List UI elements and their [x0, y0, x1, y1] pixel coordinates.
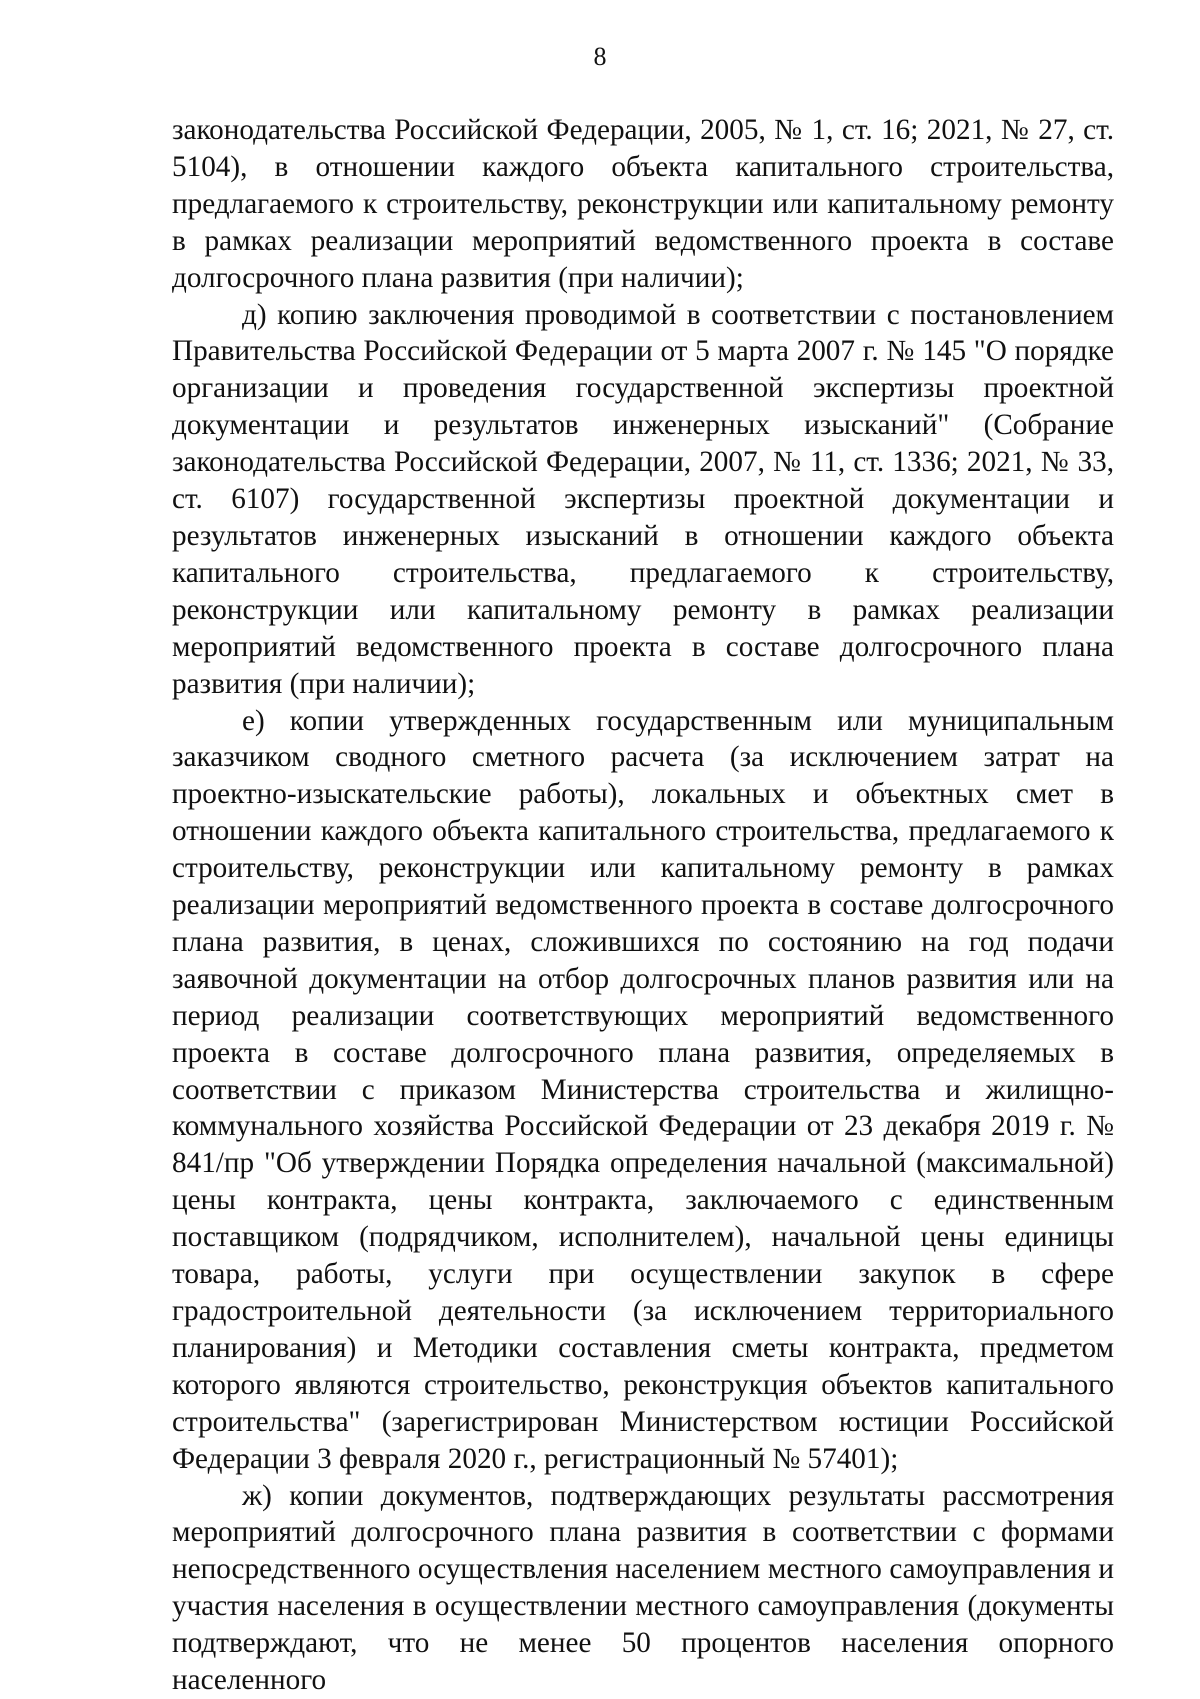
paragraph-item-d: д) копию заключения проводимой в соответствии с постановлением Правительства Российской Федерации от 5 марта 2007 г. № 145 "О порядке организации и проведения государственной экспертизы проектной документации и результатов инженерных изысканий" (Собрание законодательства Российской Федерации, 2007, № 11, ст. 1336; 2021, № 33, ст. 6107) государственной экспертизы проектной документации и результатов инженерных изысканий в отношении каждого объекта капитального строительства, предлагаемого к строительству, реконструкции или капитальному ремонту в рамках реализации мероприятий ведомственного проекта в составе долгосрочного плана развития (при наличии);	[172, 298, 1114, 700]
paragraph-continuation: законодательства Российской Федерации, 2005, № 1, ст. 16; 2021, № 27, ст. 5104), в отношении каждого объекта капитального строительства, предлагаемого к строительству, реконструкции или капитальному ремонту в рамках реализации мероприятий ведомственного проекта в составе долгосрочного плана развития (при наличии);	[172, 114, 1114, 294]
paragraph-item-e: е) копии утвержденных государственным или муниципальным заказчиком сводного сметного расчета (за исключением затрат на проектно-изыскательские работы), локальных и объектных смет в отношении каждого объекта капитального строительства, предлагаемого к строительству, реконструкции или капитальному ремонту в рамках реализации мероприятий ведомственного проекта в составе долгосрочного плана развития, в ценах, сложившихся по состоянию на год подачи заявочной документации на отбор долгосрочных планов развития или на период реализации соответствующих мероприятий ведомственного проекта в составе долгосрочного плана развития, определяемых в соответствии с приказом Министерства строительства и жилищно-коммунального хозяйства Российской Федерации от 23 декабря 2019 г. № 841/пр "Об утверждении Порядка определения начальной (максимальной) цены контракта, цены контракта, заключаемого с единственным поставщиком (подрядчиком, исполнителем), начальной цены единицы товара, работы, услуги при осуществлении закупок в сфере градостроительной деятельности (за исключением территориального планирования) и Методики составления сметы контракта, предметом которого являются строительство, реконструкция объектов капитального строительства" (зарегистрирован Министерством юстиции Российской Федерации 3 февраля 2020 г., регистрационный № 57401);	[172, 704, 1114, 1475]
document-body	[172, 112, 1114, 1699]
paragraph-item-zh: ж) копии документов, подтверждающих результаты рассмотрения мероприятий долгосрочного плана развития в соответствии с формами непосредственного осуществления населением местного самоуправления и участия населения в осуществлении местного самоуправления (документы подтверждают, что не менее 50 процентов населения опорного населенного	[172, 1479, 1114, 1697]
page-number: 8	[593, 42, 607, 71]
